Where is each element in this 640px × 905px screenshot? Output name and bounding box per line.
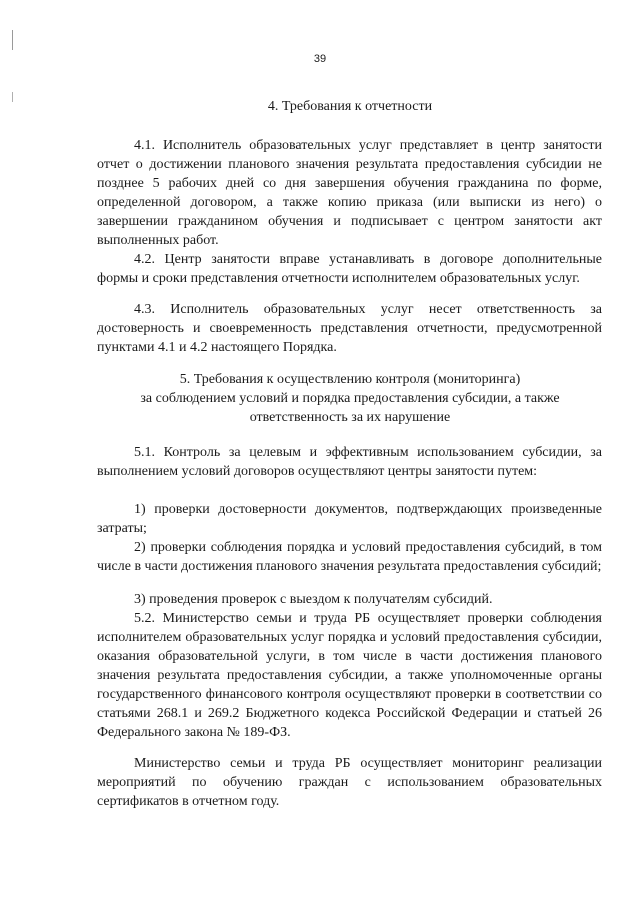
section-5-title-line-1: 5. Требования к осуществлению контроля (мониторинга) [179,372,521,387]
list-item-3: 3) проведения проверок с выездом к получателям субсидий. [134,592,493,607]
paragraph-4-2: 4.2. Центр занятости вправе устанавливать в договоре дополнительные формы и сроки представления отчетности исполнителем образовательных услуг. [97,252,602,286]
scan-artifact [12,30,13,50]
paragraph-4-3: 4.3. Исполнитель образовательных услуг несет ответственность за достоверность и своевременность представления отчетности, предусмотренной пунктами 4.1 и 4.2 настоящего Порядка. [97,302,602,355]
paragraph-5-1: 5.1. Контроль за целевым и эффективным использованием субсидии, за выполнением условий договоров осуществляют центры занятости путем: [97,445,602,479]
section-5-title-line-2: за соблюдением условий и порядка предоставления субсидии, а также [140,391,560,406]
list-item-1: 1) проверки достоверности документов, подтверждающих произведенные затраты; [97,502,602,536]
scan-artifact [12,92,13,102]
paragraph-4-1: 4.1. Исполнитель образовательных услуг представляет в центр занятости отчет о достижении планового значения результата предоставления субсидии не позднее 5 рабочих дней со дня завершения обучения гражданина по форме, определенной договором, а также копию приказа (или выписки из него) о завершении гражданином обучения и подписывает с центром занятости акт выполненных работ. [97,138,602,248]
list-item-2: 2) проверки соблюдения порядка и условий предоставления субсидий, в том числе в части достижения планового значения результата предоставления субсидий; [97,540,602,574]
paragraph-5-3: Министерство семьи и труда РБ осуществляет мониторинг реализации мероприятий по обучению граждан с использованием образовательных сертификатов в отчетном году. [97,756,602,809]
section-4-title: 4. Требования к отчетности [267,99,433,114]
paragraph-5-2: 5.2. Министерство семьи и труда РБ осуществляет проверки соблюдения исполнителем образовательных услуг порядка и условий предоставления субсидии, оказания образовательной услуги, в том числе в части достижения планового значения результата предоставления субсидии, а также уполномоченные органы государственного финансового контроля осуществляют проверки в соответствии со статьями 268.1 и 269.2 Бюджетного кодекса Российской Федерации и статьей 26 Федерального закона № 189-ФЗ. [97,611,602,740]
page-number: 39 [313,53,327,65]
section-5-title-line-3: ответственность за их нарушение [249,410,451,425]
